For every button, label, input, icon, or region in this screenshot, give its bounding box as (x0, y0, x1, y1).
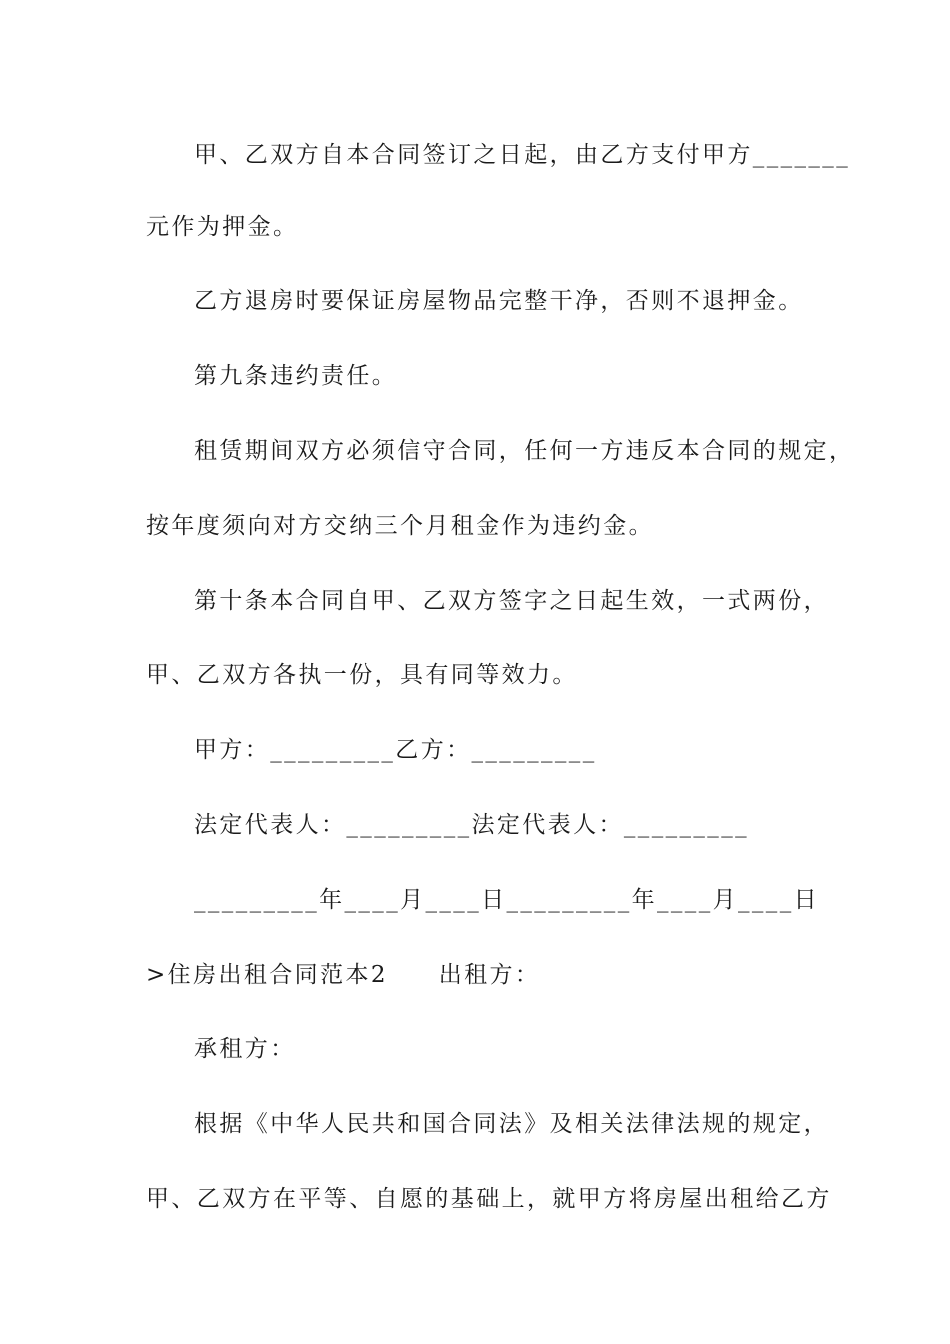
template-two-heading: >住房出租合同范本2 出租方： (146, 962, 541, 988)
paragraph-breach-continuation: 按年度须向对方交纳三个月租金作为违约金。 (146, 513, 654, 539)
paragraph-deposit-continuation: 元作为押金。 (146, 214, 299, 240)
signature-dates: _________年____月____日_________年____月____日 (194, 887, 819, 913)
paragraph-legal-basis: 根据《中华人民共和国合同法》及相关法律法规的规定， (194, 1111, 829, 1137)
paragraph-deposit-refund: 乙方退房时要保证房屋物品完整干净，否则不退押金。 (194, 288, 804, 314)
paragraph-deposit-payment: 甲、乙双方自本合同签订之日起，由乙方支付甲方_______ (194, 142, 851, 168)
paragraph-legal-basis-continuation: 甲、乙双方在平等、自愿的基础上，就甲方将房屋出租给乙方 (146, 1186, 832, 1212)
paragraph-breach: 租赁期间双方必须信守合同，任何一方违反本合同的规定， (194, 438, 855, 464)
article-nine-heading: 第九条违约责任。 (194, 363, 398, 389)
article-ten-effectiveness: 第十条本合同自甲、乙双方签字之日起生效，一式两份， (194, 588, 829, 614)
signature-legal-representatives: 法定代表人：_________法定代表人：_________ (194, 812, 749, 838)
paragraph-effectiveness-continuation: 甲、乙双方各执一份，具有同等效力。 (146, 662, 578, 688)
lessee-label: 承租方： (194, 1036, 296, 1062)
signature-parties: 甲方：_________乙方：_________ (194, 737, 597, 763)
